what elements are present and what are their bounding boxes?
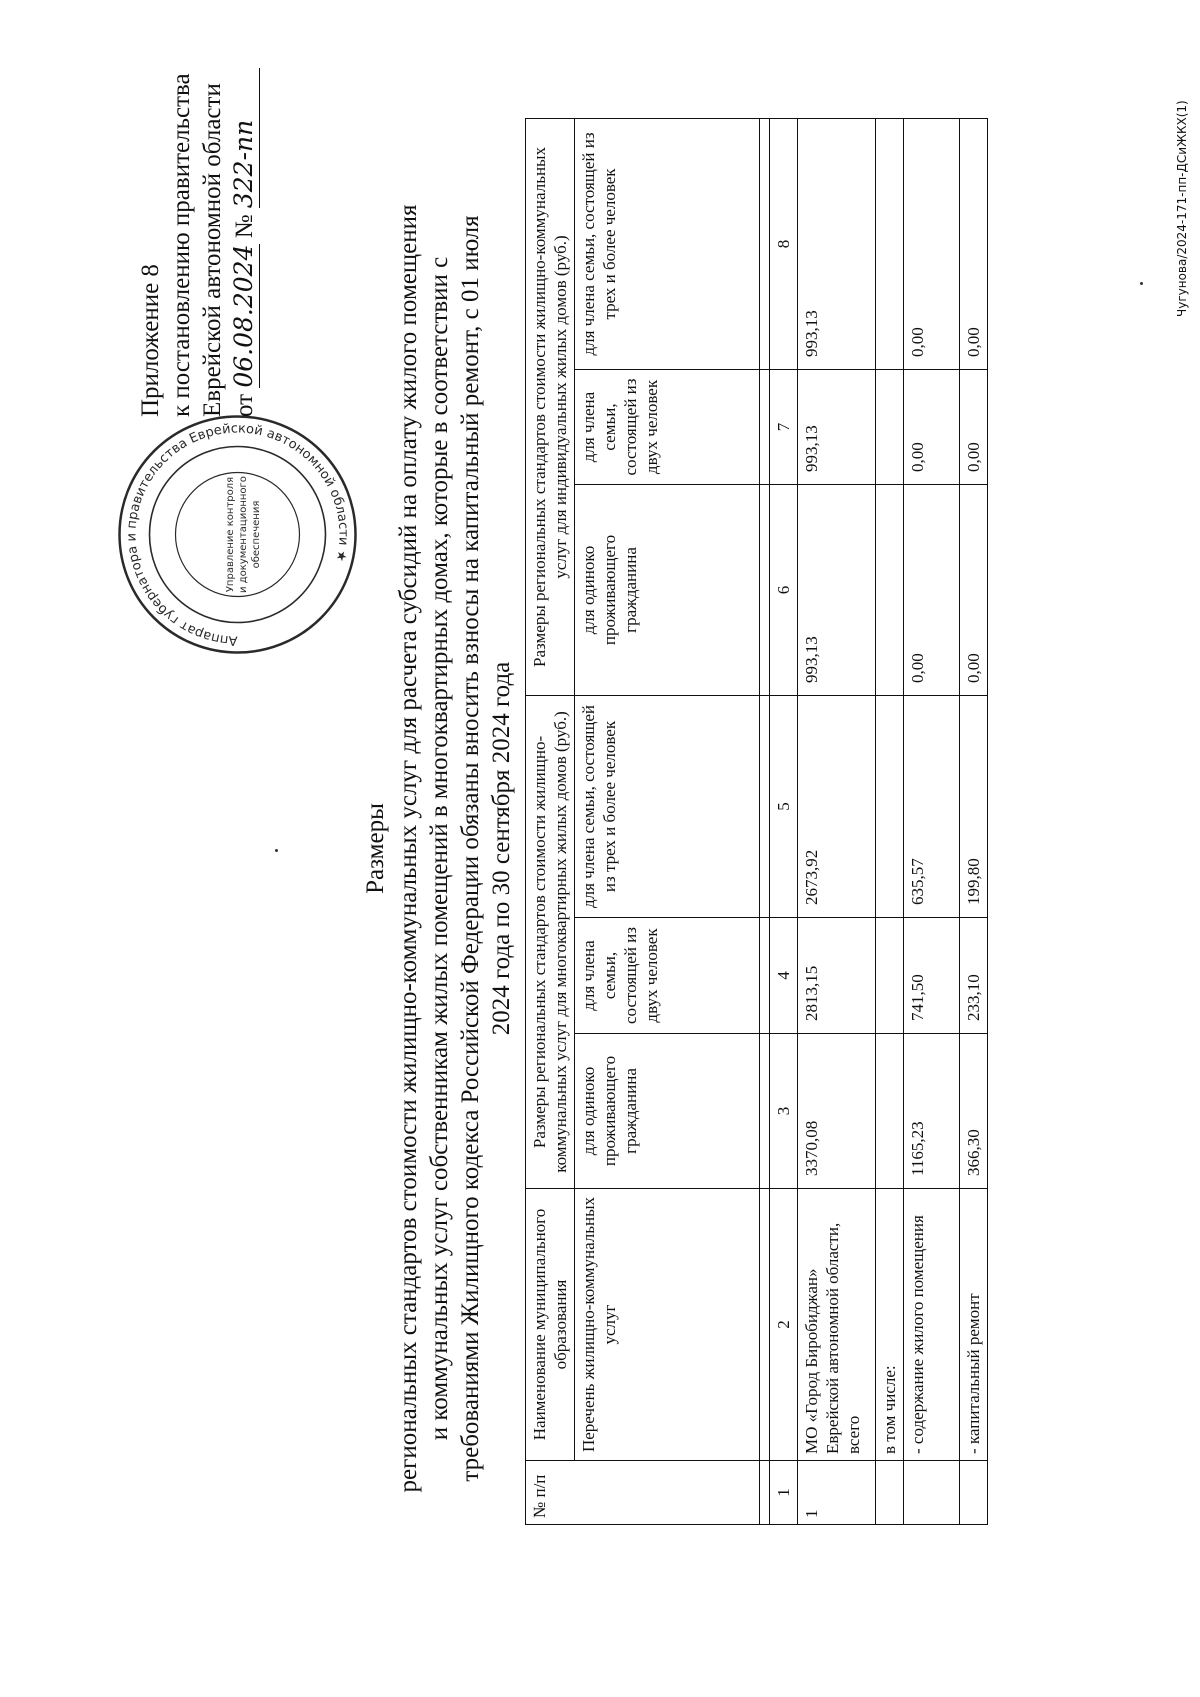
- row-value: [876, 485, 904, 696]
- row-value: 635,57: [904, 696, 960, 918]
- header-row-2: [575, 118, 760, 1524]
- row-value: 0,00: [904, 485, 960, 696]
- table-row: [798, 118, 876, 1524]
- row-value: 233,10: [960, 918, 988, 1034]
- row-value: 0,00: [960, 370, 988, 485]
- row-no: 1: [798, 1461, 876, 1525]
- row-value: [876, 1034, 904, 1189]
- row-value: 993,13: [798, 485, 876, 696]
- header-group-izhd: Размеры региональных стандартов стоимости жилищно-коммунальных услуг для индивидуальных жилых домов (руб.): [526, 118, 575, 695]
- heading-line-3: требованиями Жилищного кодекса Российской Федерации обязаны вносить взносы на капитальный ремонт, с 01 июля: [457, 215, 484, 1482]
- row-value: [876, 370, 904, 485]
- official-seal-stamp: [115, 412, 360, 657]
- appendix-region: Еврейской автономной области: [199, 83, 226, 417]
- speck: [275, 849, 278, 852]
- header-mkd-three: для члена семьи, состоящей из трех и более человек: [575, 696, 760, 918]
- row-name: МО «Город Биробиджан» Еврейской автономной области, всего: [798, 1189, 876, 1461]
- row-value: 0,00: [960, 485, 988, 696]
- number-label: №: [231, 214, 258, 239]
- row-value: 3370,08: [798, 1034, 876, 1189]
- header-mkd-two: для члена семьи, состоящей из двух человек: [575, 918, 760, 1034]
- standards-table: [525, 118, 988, 1525]
- row-name: - содержание жилого помещения: [904, 1189, 960, 1461]
- svg-text:Аппарат губернатора и правител: Аппарат губернатора и правительства Еврейской автономной области ★: [124, 421, 351, 648]
- appendix-title: Приложение 8: [137, 264, 164, 417]
- row-value: [876, 696, 904, 918]
- resolution-date: 06.08.2024: [229, 244, 258, 388]
- row-value: 1165,23: [904, 1034, 960, 1189]
- row-value: 993,13: [798, 118, 876, 369]
- row-value: 741,50: [904, 918, 960, 1034]
- header-mo-name: Наименование муниципального образования: [526, 1189, 575, 1461]
- header-izhd-three: для члена семьи, состоящей из трех и более человек: [575, 118, 760, 369]
- header-no: № п/п: [526, 1461, 760, 1525]
- document-code-footer: Чугунова/2024-171-пп-ДСиЖКХ(1): [1175, 100, 1189, 317]
- column-number-row: [770, 118, 798, 1524]
- speck: [1140, 282, 1143, 285]
- row-value: 0,00: [904, 118, 960, 369]
- row-value: 2813,15: [798, 918, 876, 1034]
- document-heading: [360, 0, 517, 1697]
- row-value: 2673,92: [798, 696, 876, 918]
- row-no: [960, 1461, 988, 1525]
- row-value: 0,00: [960, 118, 988, 369]
- header-izhd-two: для члена семьи, состоящей из двух человек: [575, 370, 760, 485]
- table-row: [960, 118, 988, 1524]
- from-label: от: [231, 393, 258, 417]
- row-no: [876, 1461, 904, 1525]
- appendix-date-number: [228, 17, 260, 417]
- resolution-number: 322-пп: [228, 68, 260, 208]
- appendix-block: [135, 17, 260, 417]
- svg-text:обеспечения: обеспечения: [251, 500, 262, 569]
- header-izhd-single: для одиноко проживающего гражданина: [575, 485, 760, 696]
- heading-line-2: и коммунальных услуг собственникам жилых помещений в многоквартирных домах, которые в соответствии с: [426, 256, 453, 1441]
- header-services: Перечень жилищно-коммунальных услуг: [575, 1189, 760, 1461]
- row-value: 366,30: [960, 1034, 988, 1189]
- heading-line-4: 2024 года по 30 сентября 2024 года: [488, 661, 515, 1036]
- row-value: 0,00: [904, 370, 960, 485]
- col-number: 8: [770, 118, 798, 369]
- row-value: 993,13: [798, 370, 876, 485]
- col-number: 2: [770, 1189, 798, 1461]
- header-mkd-single: для одиноко проживающего гражданина: [575, 1034, 760, 1189]
- row-value: 199,80: [960, 696, 988, 918]
- svg-text:и документационного: и документационного: [238, 476, 249, 593]
- svg-text:Управление контроля: Управление контроля: [225, 476, 236, 593]
- col-number: 1: [770, 1461, 798, 1525]
- col-number: 6: [770, 485, 798, 696]
- appendix-to-resolution: к постановлению правительства: [168, 73, 195, 417]
- row-value: [876, 118, 904, 369]
- header-row-1: [526, 118, 575, 1524]
- heading-line-1: региональных стандартов стоимости жилищно-коммунальных услуг для расчета субсидий на оплату жилого помещения: [395, 204, 422, 1493]
- header-group-mkd: Размеры региональных стандартов стоимости жилищно-коммунальных услуг для многоквартирных жилых домов (руб.): [526, 696, 575, 1189]
- col-number: 3: [770, 1034, 798, 1189]
- col-number: 7: [770, 370, 798, 485]
- col-number: 4: [770, 918, 798, 1034]
- table-row: [876, 118, 904, 1524]
- row-no: [904, 1461, 960, 1525]
- heading-title: Размеры: [362, 803, 389, 894]
- row-name: в том числе:: [876, 1189, 904, 1461]
- row-value: [876, 918, 904, 1034]
- col-number: 5: [770, 696, 798, 918]
- table-row: [904, 118, 960, 1524]
- table-separator: [760, 118, 770, 1524]
- row-name: - капитальный ремонт: [960, 1189, 988, 1461]
